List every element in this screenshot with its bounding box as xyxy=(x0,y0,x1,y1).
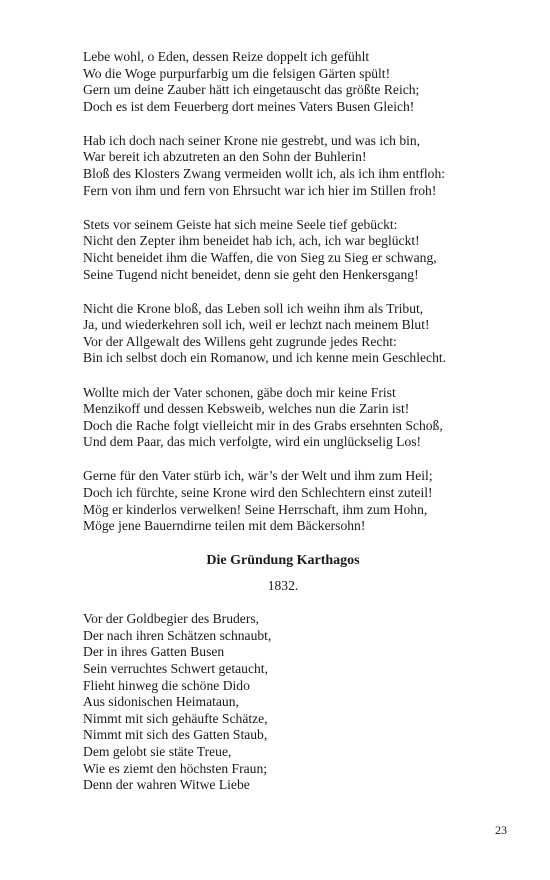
verse-line: War bereit ich abzutreten an den Sohn der Buhlerin! xyxy=(83,149,367,165)
verse-line: Gerne für den Vater stürb ich, wär’s der Welt und ihm zum Heil; xyxy=(83,468,433,484)
verse-line: Stets vor seinem Geiste hat sich meine Seele tief gebückt: xyxy=(83,216,398,232)
verse-line: Flieht hinweg die schöne Dido xyxy=(83,677,250,693)
verse-line: Bloß des Klosters Zwang vermeiden wollt ich, als ich ihm entfloh: xyxy=(83,166,446,182)
verse-line: Seine Tugend nicht beneidet, denn sie geht den Henkersgang! xyxy=(83,266,419,282)
verse-line: Vor der Goldbegier des Bruders, xyxy=(83,611,260,627)
verse-line: Möge jene Bauerndirne teilen mit dem Bäckersohn! xyxy=(83,518,366,534)
verse-line: Gern um deine Zauber hätt ich eingetauscht das größte Reich; xyxy=(83,82,420,98)
stanza xyxy=(83,301,523,367)
verse-line: Doch die Rache folgt vielleicht mir in des Grabs ersehnten Schoß, xyxy=(83,417,443,433)
stanza xyxy=(83,49,523,115)
verse-line: Hab ich doch nach seiner Krone nie gestrebt, und was ich bin, xyxy=(83,132,421,148)
verse-line: Mög er kinderlos verwelken! Seine Herrschaft, ihm zum Hohn, xyxy=(83,501,428,517)
verse-line: Nimmt mit sich gehäufte Schätze, xyxy=(83,710,268,726)
page-content xyxy=(83,49,523,794)
stanza xyxy=(83,385,523,451)
verse-line: Wie es ziemt den höchsten Fraun; xyxy=(83,760,268,776)
verse-line: Dem gelobt sie stäte Treue, xyxy=(83,744,232,759)
verse-line: Und dem Paar, das mich verfolgte, wird ein unglückselig Los! xyxy=(83,434,422,450)
poem-title: Die Gründung Karthagos xyxy=(206,553,360,569)
verse-line: Wo die Woge purpurfarbig um die felsigen Gärten spült! xyxy=(83,65,391,81)
page-number: 23 xyxy=(495,823,507,837)
verse-line: Doch ich fürchte, seine Krone wird den Schlechtern einst zuteil! xyxy=(83,484,433,500)
verse-line: Aus sidonischen Heimataun, xyxy=(83,694,239,710)
verse-line: Fern von ihm und fern von Ehrsucht war ich hier im Stillen froh! xyxy=(83,182,437,198)
verse-line: Nicht beneidet ihm die Waffen, die von Sieg zu Sieg er schwang, xyxy=(83,249,437,265)
stanza xyxy=(83,133,523,199)
poem-stanzas xyxy=(83,49,523,535)
verse-line: Wollte mich der Vater schonen, gäbe doch mir keine Frist xyxy=(83,384,396,400)
verse-line: Bin ich selbst doch ein Romanow, und ich kenne mein Geschlecht. xyxy=(83,350,447,366)
stanza xyxy=(83,217,523,283)
verse-line: Der nach ihren Schätzen schnaubt, xyxy=(83,627,272,643)
verse-line: Lebe wohl, o Eden, dessen Reize doppelt ich gefühlt xyxy=(83,49,370,64)
poem-year: 1832. xyxy=(267,578,299,594)
verse-line: Vor der Allgewalt des Willens geht zugrunde jedes Recht: xyxy=(83,333,397,349)
verse-line: Menzikoff und dessen Kebsweib, welches nun die Zarin ist! xyxy=(83,401,410,417)
verse-line: Nicht den Zepter ihm beneidet hab ich, ach, ich war beglückt! xyxy=(83,233,420,249)
verse-line: Doch es ist dem Feuerberg dort meines Vaters Busen Gleich! xyxy=(83,98,415,114)
verse-line: Denn der wahren Witwe Liebe xyxy=(83,777,250,793)
verse-line: Nimmt mit sich des Gatten Staub, xyxy=(83,727,268,743)
verse-line: Der in ihres Gatten Busen xyxy=(83,644,225,660)
poem-lines xyxy=(83,611,523,794)
verse-line: Nicht die Krone bloß, das Leben soll ich weihn ihm als Tribut, xyxy=(83,300,424,316)
verse-line: Sein verruchtes Schwert getaucht, xyxy=(83,661,268,677)
verse-line: Ja, und wiederkehren soll ich, weil er lechzt nach meinem Blut! xyxy=(83,317,430,333)
stanza xyxy=(83,468,523,534)
